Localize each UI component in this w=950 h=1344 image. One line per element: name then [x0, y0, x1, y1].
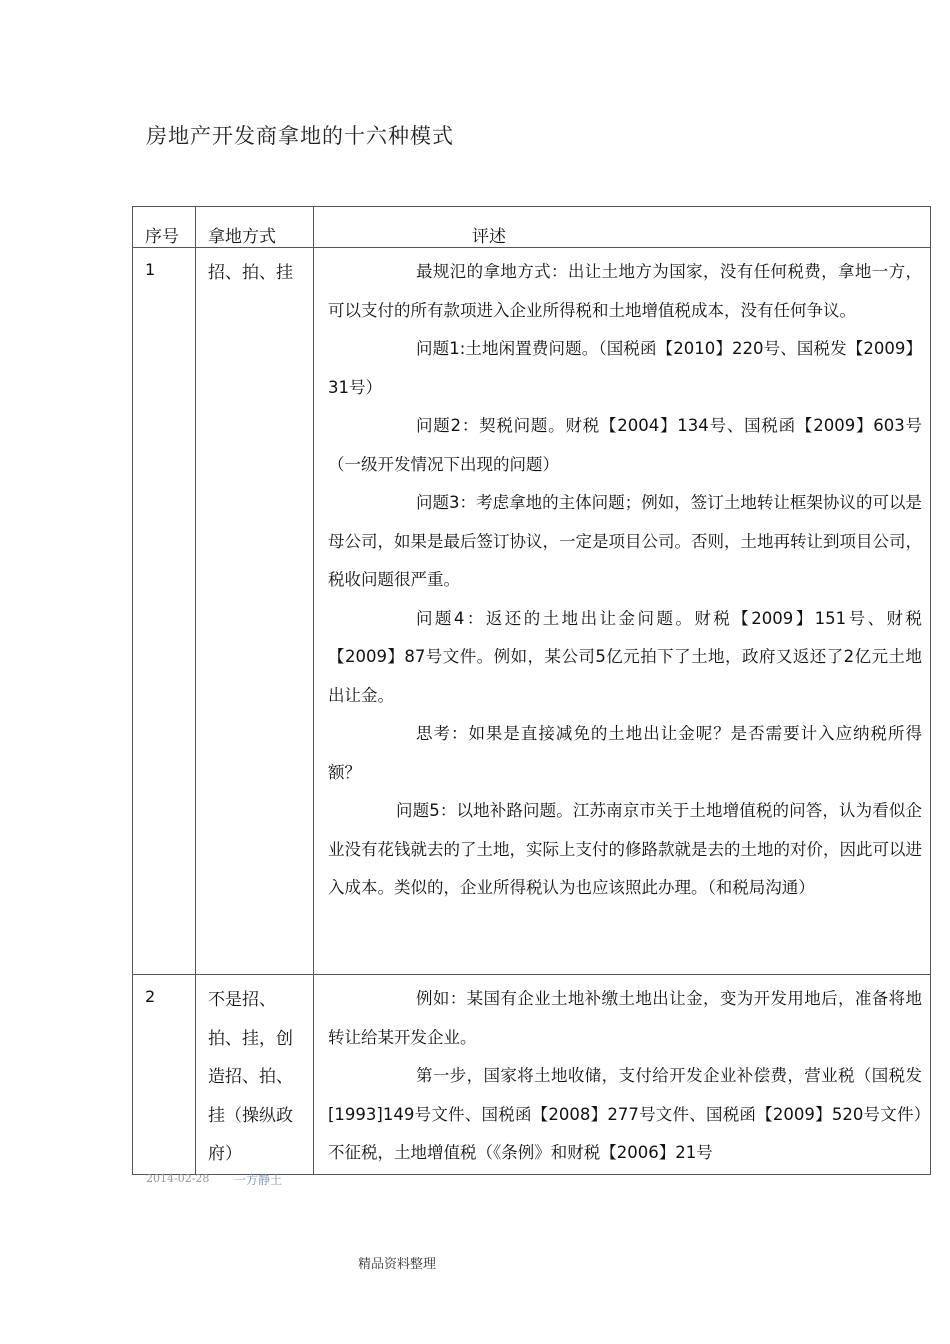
- row-comment: [314, 975, 931, 1175]
- comment-paragraph: 问题2：契税问题。财税【2004】134号、国税函【2009】603号（一级开发情况下出现的问题）: [328, 416, 922, 474]
- land-methods-table: [132, 206, 931, 1175]
- comment-paragraph: 问题3：考虑拿地的主体问题；例如，签订土地转让框架协议的可以是母公司，如果是最后签订协议，一定是项目公司。否则，土地再转让到项目公司，税收问题很严重。: [328, 493, 922, 589]
- header-comment: 评述: [314, 207, 931, 248]
- header-seq: 序号: [133, 207, 196, 248]
- comment-paragraph: 思考：如果是直接减免的土地出让金呢？是否需要计入应纳税所得额？: [328, 724, 922, 782]
- comment-paragraph: 问题1:土地闲置费问题。（国税函【2010】220号、国税发【2009】31号）: [328, 339, 922, 397]
- row-seq: 2: [133, 975, 196, 1175]
- table-header-row: [133, 207, 931, 248]
- comment-paragraph: 例如：某国有企业土地补缴土地出让金，变为开发用地后，准备将地转让给某开发企业。: [328, 989, 922, 1047]
- footer-author: 一方静土: [234, 1173, 283, 1187]
- table-row: [133, 248, 931, 975]
- footer-date: 2014-02-28: [146, 1172, 210, 1185]
- table-row: [133, 975, 931, 1175]
- comment-paragraph: 问题4：返还的土地出让金问题。财税【2009】151号、财税【2009】87号文件。例如，某公司5亿元拍下了土地，政府又返还了2亿元土地出让金。: [328, 608, 922, 705]
- comment-paragraph: 问题5：以地补路问题。江苏南京市关于土地增值税的问答，认为看似企业没有花钱就去的了土地，实际上支付的修路款就是去的土地的对价，因此可以进入成本。类似的，企业所得税认为也应该照此办理。（和税局沟通）: [328, 801, 922, 897]
- row-method: 招、拍、挂: [196, 248, 314, 975]
- comment-paragraph: 最规氾的拿地方式：出让土地方为国家，没有任何税费，拿地一方，可以支付的所有款项进入企业所得税和土地增值税成本，没有任何争议。: [328, 262, 922, 320]
- document-title: 房地产开发商拿地的十六种模式: [146, 124, 454, 148]
- row-comment: [314, 248, 931, 975]
- header-method: 拿地方式: [196, 207, 314, 248]
- footer-note: 精品资料整理: [358, 1257, 437, 1272]
- comment-paragraph: 第一步，国家将土地收储，支付给开发企业补偿费，营业税（国税发[1993]149号文件、国税函【2008】277号文件、国税函【2009】520号文件）不征税，土地增值税（《条例》和财税【2006】21号: [328, 1066, 922, 1162]
- row-seq: 1: [133, 248, 196, 975]
- row-method: 不是招、拍、挂，创造招、拍、挂（操纵政府）: [196, 975, 314, 1175]
